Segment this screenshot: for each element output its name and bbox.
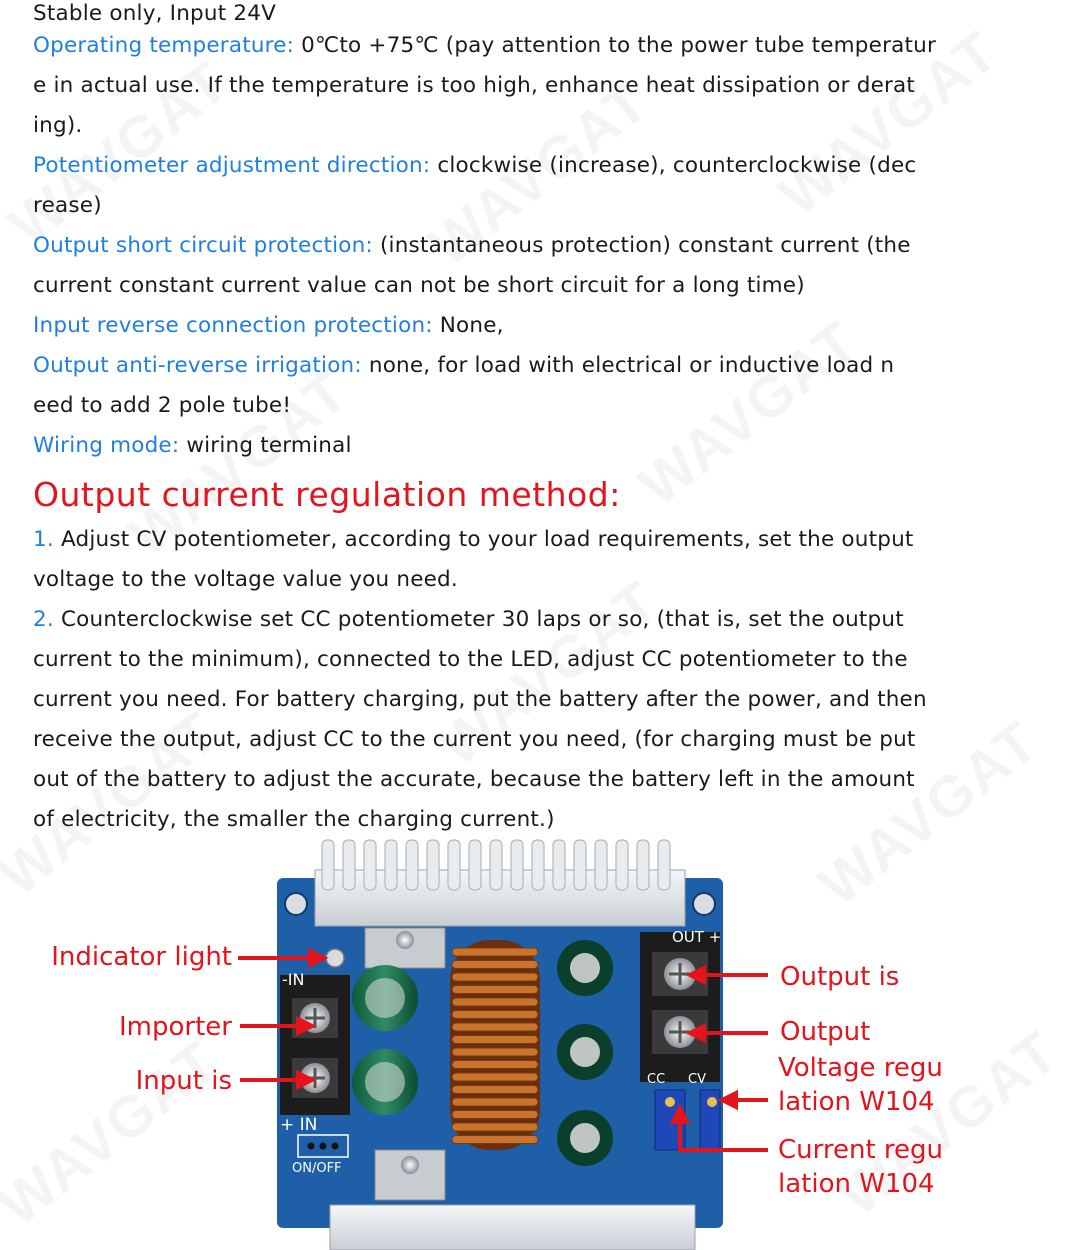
silk-cv: CV <box>688 1072 706 1087</box>
step-text: current you need. For battery charging, put the battery after the power, and then <box>33 687 927 712</box>
output-terminal <box>640 932 720 1082</box>
callout-indicator-light: Indicator light <box>51 942 232 972</box>
callout-output: Output <box>780 1017 871 1047</box>
spec-text: none, for load with electrical or inductive load n <box>361 353 895 378</box>
step-text: out of the battery to adjust the accurate, because the battery left in the amount <box>33 767 915 792</box>
indicator-led <box>326 949 344 967</box>
silk-in-minus: -IN <box>282 970 305 989</box>
silk-cc: CC <box>647 1072 666 1087</box>
spec-block <box>33 1 978 840</box>
method-heading: Output current regulation method: <box>33 475 621 514</box>
silk-out: OUT + <box>672 928 722 946</box>
method-line <box>33 680 978 720</box>
spec-label: Input reverse connection protection: <box>33 313 433 338</box>
callout-voltage-regulation: Voltage regu lation W104 <box>778 1053 943 1117</box>
spec-line-cont: ing). <box>33 113 83 138</box>
output-capacitors <box>557 940 613 1166</box>
step-text: receive the output, adjust CC to the current you need, (for charging must be put <box>33 727 916 752</box>
spec-text: None, <box>432 313 504 338</box>
method-line <box>33 600 978 640</box>
spec-line-cont: eed to add 2 pole tube! <box>33 393 292 418</box>
cv-potentiometer <box>707 1097 717 1107</box>
step-text: Adjust CV potentiometer, according to your load requirements, set the output <box>53 527 914 552</box>
spec-label: Wiring mode: <box>33 433 180 458</box>
step-number: 2. <box>33 607 54 632</box>
spec-list <box>33 26 978 466</box>
method-line <box>33 640 978 680</box>
step-text: current to the minimum), connected to the LED, adjust CC potentiometer to the <box>33 647 908 672</box>
spec-text: 0℃to +75℃ (pay attention to the power tube temperatur <box>294 33 936 58</box>
method-line <box>33 760 978 800</box>
spec-line <box>33 306 978 346</box>
spec-line <box>33 426 978 466</box>
method-line <box>33 720 978 760</box>
heatsink-top <box>315 840 685 926</box>
spec-line-cont: rease) <box>33 193 102 218</box>
toroid-inductor <box>450 940 540 1150</box>
callout-output-is: Output is <box>780 962 900 992</box>
spec-text: wiring terminal <box>179 433 352 458</box>
cut-off-line: Stable only, Input 24V <box>33 1 277 26</box>
spec-label: Operating temperature: <box>33 33 295 58</box>
method-steps <box>33 520 978 840</box>
silk-in-plus: + IN <box>280 1115 318 1135</box>
spec-line <box>33 146 978 186</box>
cc-potentiometer <box>665 1097 675 1107</box>
silk-onoff: ON/OFF <box>292 1161 342 1176</box>
spec-label: Potentiometer adjustment direction: <box>33 153 431 178</box>
step-text: Counterclockwise set CC potentiometer 30 laps or so, (that is, set the output <box>53 607 904 632</box>
callout-input-is: Input is <box>135 1066 232 1096</box>
step-number: 1. <box>33 527 54 552</box>
spec-line-cont: current constant current value can not be short circuit for a long time) <box>33 273 805 298</box>
spec-line <box>33 346 978 386</box>
spec-line-cont: e in actual use. If the temperature is too high, enhance heat dissipation or derat <box>33 73 916 98</box>
mount-hole <box>285 893 307 915</box>
spec-label: Output anti-reverse irrigation: <box>33 353 362 378</box>
mount-hole <box>693 893 715 915</box>
method-line <box>33 520 978 560</box>
step-text: of electricity, the smaller the charging current.) <box>33 807 555 832</box>
heatsink-bottom <box>330 1205 695 1250</box>
input-terminal <box>280 975 350 1115</box>
spec-label: Output short circuit protection: <box>33 233 373 258</box>
method-line <box>33 560 978 600</box>
spec-line <box>33 226 978 266</box>
spec-text: (instantaneous protection) constant current (the <box>372 233 911 258</box>
callout-current-regulation: Current regu lation W104 <box>778 1135 944 1199</box>
spec-text: clockwise (increase), counterclockwise (dec <box>430 153 917 178</box>
callout-importer: Importer <box>119 1012 232 1042</box>
step-text: voltage to the voltage value you need. <box>33 567 458 592</box>
